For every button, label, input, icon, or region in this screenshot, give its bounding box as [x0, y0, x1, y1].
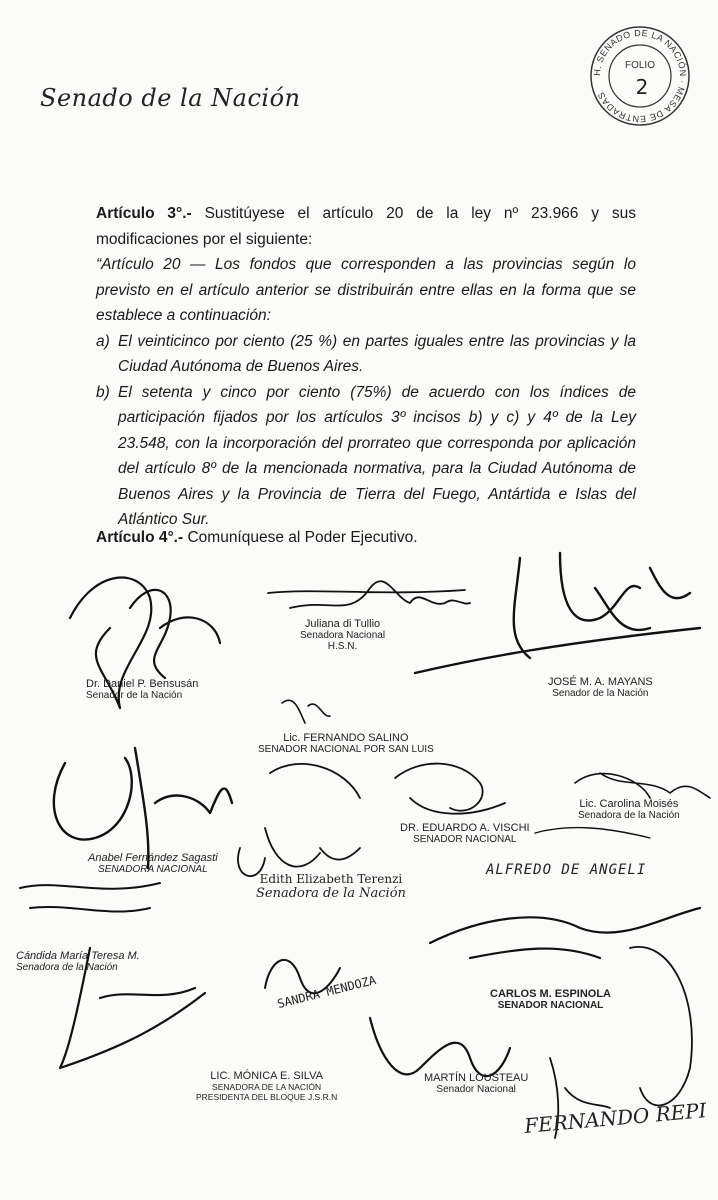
item-label: b) [96, 383, 110, 401]
item-label: a) [96, 332, 110, 350]
signature-bensusan [86, 678, 198, 701]
signer-role: Senadora Nacional [300, 630, 386, 641]
signature-moises [578, 798, 680, 821]
signer-role: Senadora de la Nación [16, 962, 118, 973]
signer-role: SENADORA NACIONAL [98, 864, 208, 875]
article-3-intro [96, 201, 636, 252]
signer-role: Senador de la Nación [86, 690, 183, 701]
letterhead: Senado de la Nación [40, 84, 301, 112]
signer-name: JOSÉ M. A. MAYANS [548, 676, 653, 688]
article-3-item-b [96, 380, 636, 533]
article-4-text: Comuníquese al Poder Ejecutivo. [187, 529, 418, 546]
signature-lousteau [424, 1072, 528, 1095]
article-3-quote: “Artículo 20 — Los fondos que corresponden a las provincias según lo previsto en el artículo anterior se distribuirán entre ellas en la forma que se establece a continuación: [96, 256, 636, 324]
stamp-ring-text: H. SENADO DE LA NACIÓN · MESA DE ENTRADAS [591, 27, 689, 125]
signature-silva [196, 1070, 337, 1102]
signature-fernandez-sagasti [88, 852, 218, 875]
signature-vischi [400, 822, 530, 845]
signer-role: Senador Nacional [436, 1084, 516, 1095]
article-3-item-a [96, 329, 636, 380]
stamp-number: 2 [635, 75, 649, 99]
signature-teresa [16, 950, 140, 973]
signer-role: Senador de la Nación [552, 688, 649, 699]
item-text: El veinticinco por ciento (25 %) en partes iguales entre las provincias y la Ciudad Autónoma de Buenos Aires. [118, 332, 636, 375]
signer-role: Senadora de la Nación [256, 886, 406, 901]
signer-name: LIC. MÓNICA E. SILVA [210, 1070, 323, 1082]
folio-stamp [588, 24, 692, 128]
article-4-title: Artículo 4°.- [96, 529, 184, 546]
signer-name: Dr. Daniel P. Bensusán [86, 678, 199, 690]
signer-role: SENADOR NACIONAL POR SAN LUIS [258, 744, 434, 755]
signer-name: Juliana di Tullio [304, 618, 381, 630]
signer-name: Lic. Carolina Moisés [579, 798, 679, 810]
article-3-title: Artículo 3°.- [96, 205, 192, 222]
signature-di-tullio [300, 618, 385, 652]
signature-mayans [548, 676, 653, 699]
signer-name: Cándida María Teresa M. [16, 950, 140, 962]
signer-role: SENADORA DE LA NACIÓN [212, 1082, 322, 1092]
item-text: El setenta y cinco por ciento (75%) de acuerdo con los índices de participación fijados por los artículos 3º incisos b) y c) y 4º de la Ley 23.548, con la incorporación del prorrateo que corresponda por aplicación del artículo 8º de la mencionada normativa, para la Ciudad Autónoma de Buenos Aires y la Provincia de Tierra del Fuego, Antártida e Islas del Atlántico Sur. [118, 383, 636, 528]
signer-role: Senadora de la Nación [578, 810, 680, 821]
signer-name: DR. EDUARDO A. VISCHI [400, 822, 530, 834]
signature-de-angeli [486, 862, 646, 878]
article-3-intro-text: Sustitúyese el artículo 20 de la ley nº 23.966 y sus modificaciones por el siguiente: [96, 205, 636, 248]
signer-name: Anabel Fernández Sagasti [88, 852, 218, 864]
stamp-label: FOLIO [624, 60, 656, 71]
signer-name: SANDRA MENDOZA [275, 972, 378, 1012]
signer-name: MARTÍN LOUSTEAU [424, 1072, 529, 1084]
signer-role: H.S.N. [327, 641, 358, 652]
article-3 [96, 201, 636, 533]
signer-name: Lic. FERNANDO SALINO [283, 732, 409, 744]
signer-role: SENADOR NACIONAL [413, 834, 517, 845]
signer-role: PRESIDENTA DEL BLOQUE J.S.R.N [196, 1092, 338, 1102]
signature-salino [258, 732, 434, 755]
signer-name: Edith Elizabeth Terenzi [259, 872, 403, 886]
signer-name: CARLOS M. ESPINOLA [490, 988, 612, 1000]
signer-name: FERNANDO REPI [523, 1098, 708, 1138]
signature-espinola [490, 988, 611, 1011]
signature-terenzi [256, 872, 406, 901]
signer-name: ALFREDO DE ANGELI [486, 862, 647, 878]
article-4 [96, 525, 636, 551]
signer-role: SENADOR NACIONAL [497, 1000, 604, 1011]
